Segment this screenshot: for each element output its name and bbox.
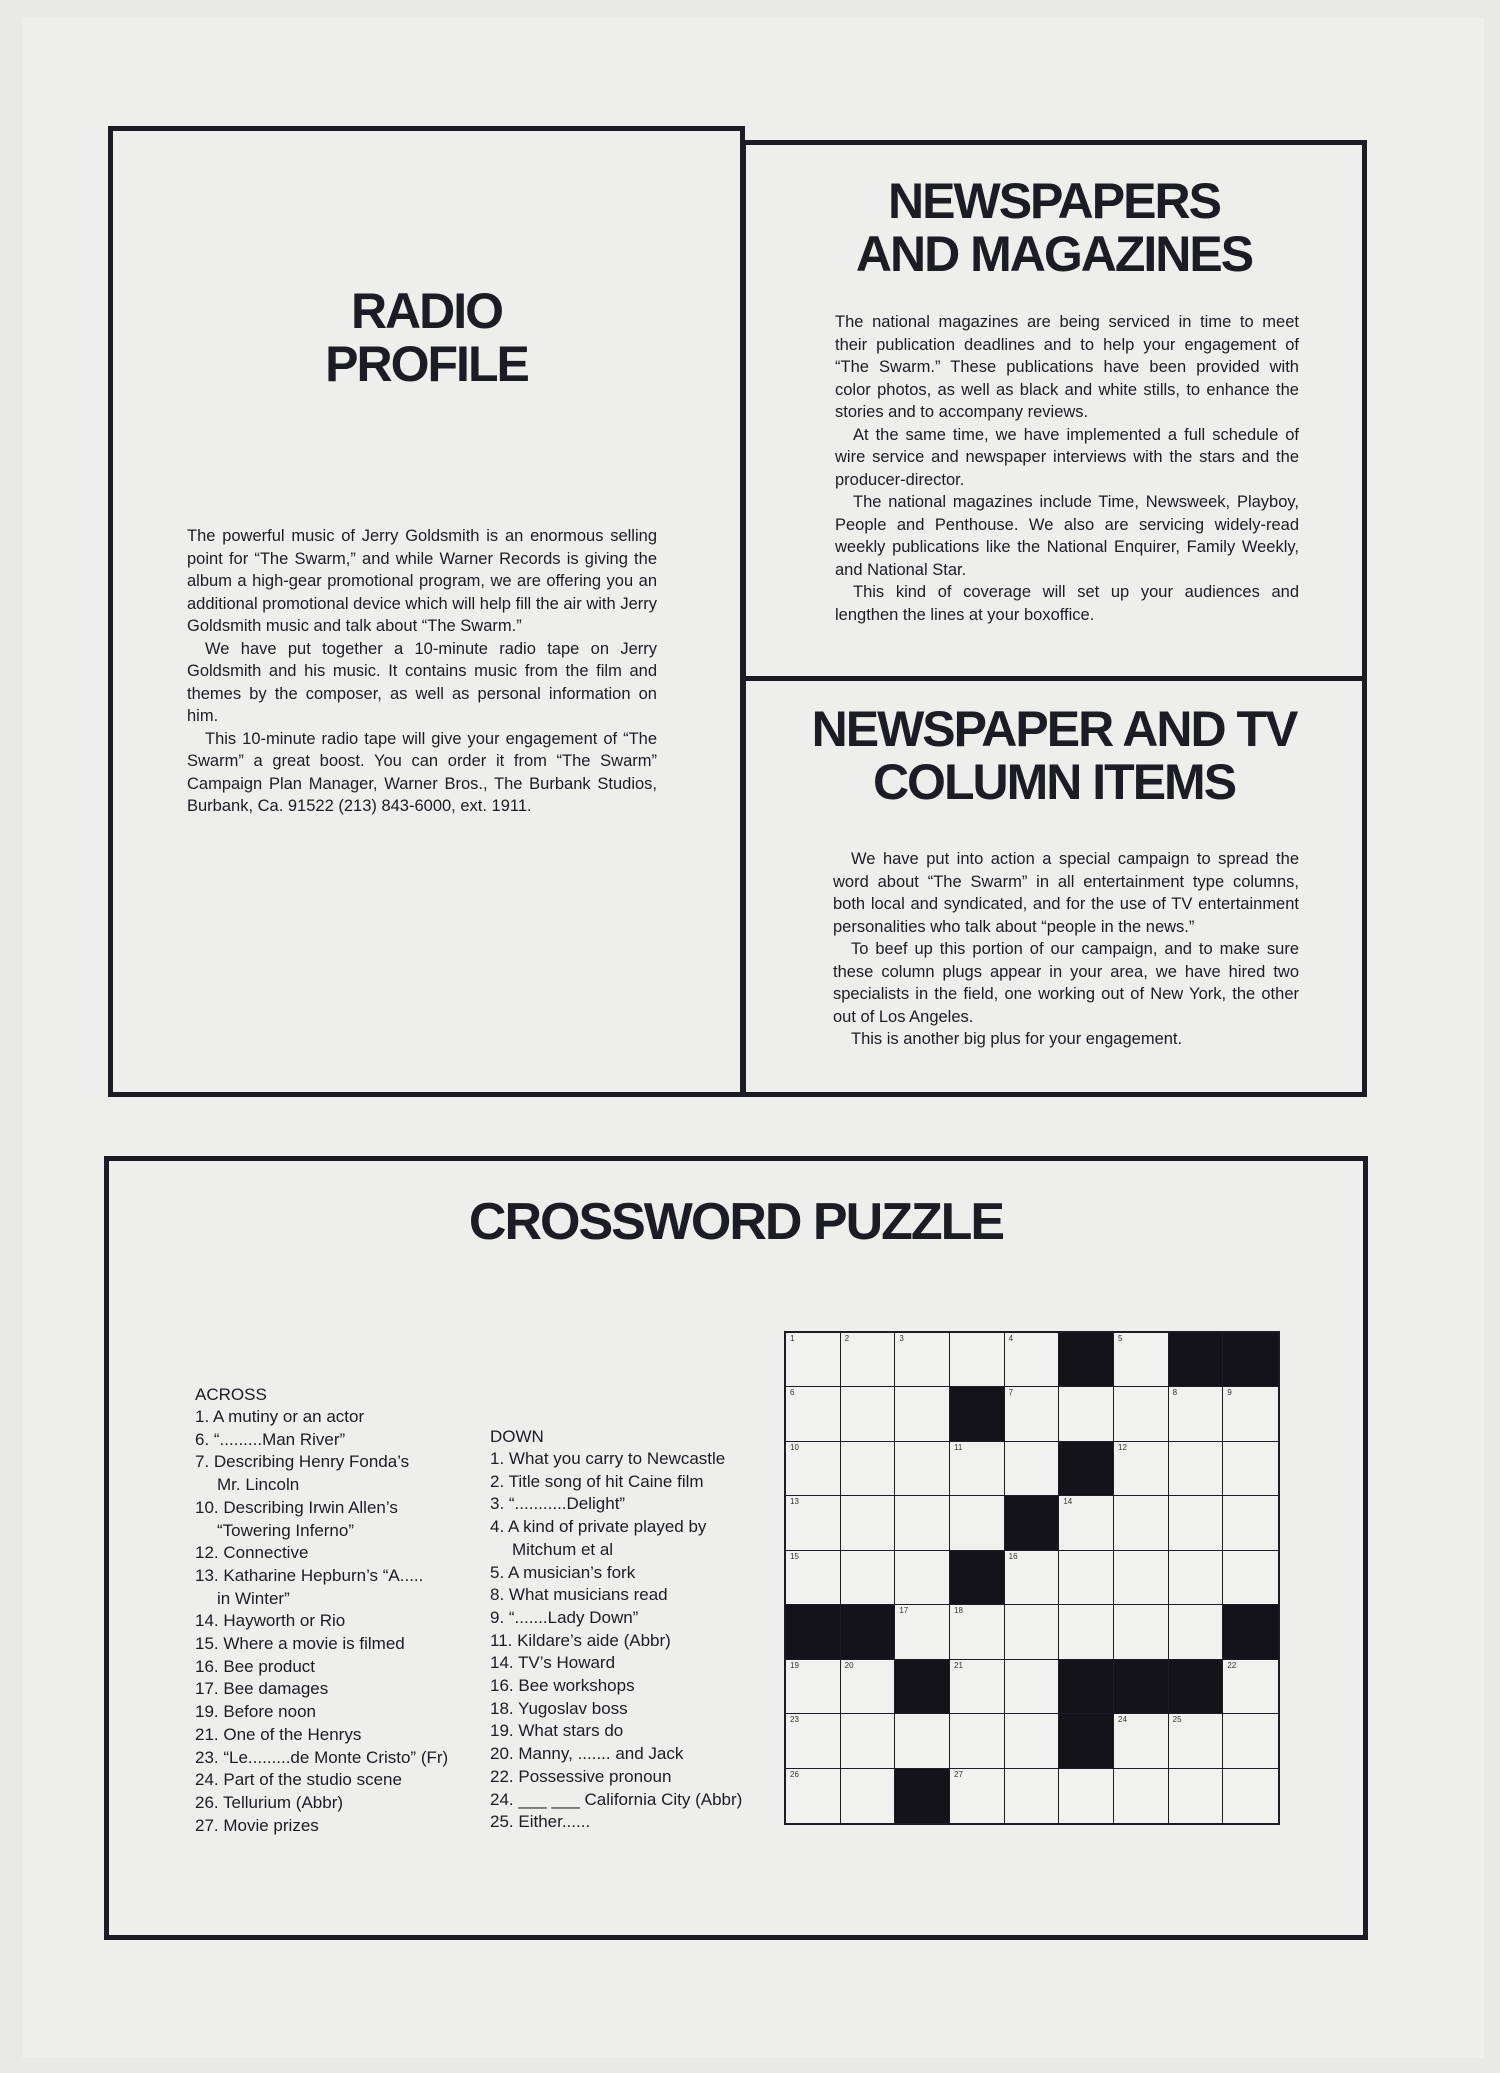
radio-profile-heading: [113, 285, 740, 390]
grid-cell[interactable]: [1005, 1714, 1060, 1768]
clue-item: 5. A musician’s fork: [490, 1562, 636, 1582]
clue-item: Mr. Lincoln: [217, 1475, 300, 1495]
crossword-grid: [784, 1331, 1280, 1825]
grid-cell-black: [895, 1660, 950, 1714]
cell-number: 5: [1118, 1334, 1123, 1343]
grid-cell-black: [1114, 1660, 1169, 1714]
clue-item: 10. Describing Irwin Allen’s: [195, 1497, 398, 1517]
down-heading: DOWN: [490, 1427, 544, 1446]
newspapers-heading: [746, 175, 1362, 280]
paragraph: This 10-minute radio tape will give your engagement of “The Swarm” a great boost. You can order it from “The Swarm” Campaign Plan Manager, Warner Bros., The Burbank Studios, Burbank, Ca. 91522 (213) 843-6000, ext. 1911.: [187, 729, 657, 815]
grid-cell-black: [1223, 1605, 1278, 1659]
clue-item: 6. “.........Man River”: [195, 1429, 346, 1449]
grid-cell[interactable]: [786, 1387, 841, 1441]
grid-cell-black: [1169, 1660, 1224, 1714]
grid-cell-black: [1059, 1333, 1114, 1387]
clue-item: 26. Tellurium (Abbr): [195, 1792, 344, 1812]
grid-cell[interactable]: [1005, 1387, 1060, 1441]
cell-number: 26: [790, 1769, 799, 1779]
grid-cell[interactable]: [1059, 1605, 1114, 1659]
grid-cell[interactable]: [1169, 1769, 1224, 1823]
clue-item: 3. “...........Delight”: [490, 1494, 626, 1514]
cell-number: 6: [790, 1388, 795, 1398]
paragraph: We have put into action a special campaign to spread the word about “The Swarm” in all entertainment type columns, both local and syndicated, and for the use of TV entertainment personalities who talk about “people in the news.”: [833, 850, 1299, 936]
grid-cell[interactable]: [1169, 1496, 1224, 1550]
clue-item: 19. Before noon: [195, 1702, 316, 1722]
grid-cell-black: [1059, 1714, 1114, 1768]
grid-cell[interactable]: [841, 1496, 896, 1550]
cell-number: 16: [1008, 1551, 1018, 1561]
paragraph: This is another big plus for your engagement.: [851, 1030, 1183, 1048]
grid-cell[interactable]: [1059, 1387, 1114, 1441]
grid-cell-black: [1223, 1333, 1278, 1387]
paragraph: The national magazines include Time, Newsweek, Playboy, People and Penthouse. We also are servicing widely-read weekly publications like the National Enquirer, Family Weekly, and National Star.: [835, 493, 1299, 579]
clue-item: 27. Movie prizes: [195, 1815, 319, 1835]
clue-item: 11. Kildare’s aide (Abbr): [490, 1630, 671, 1650]
grid-cell[interactable]: [1005, 1442, 1060, 1496]
grid-cell[interactable]: [950, 1605, 1005, 1659]
cell-number: 24: [1118, 1715, 1127, 1725]
grid-cell[interactable]: [1169, 1551, 1224, 1605]
grid-cell[interactable]: [1005, 1660, 1060, 1714]
clue-item: 16. Bee workshops: [490, 1676, 635, 1696]
grid-cell[interactable]: [841, 1442, 896, 1496]
crossword-title: CROSSWORD PUZZLE: [468, 1193, 1004, 1251]
grid-cell-black: [1005, 1496, 1060, 1550]
cell-number: 25: [1172, 1715, 1182, 1725]
column-items-heading: [746, 703, 1362, 808]
clue-item: 14. Hayworth or Rio: [195, 1611, 346, 1631]
grid-cell[interactable]: [1005, 1333, 1060, 1387]
grid-cell[interactable]: [1005, 1605, 1060, 1659]
radio-title-line1: RADIO: [350, 283, 503, 339]
clue-item: 1. What you carry to Newcastle: [490, 1449, 726, 1468]
across-heading: ACROSS: [195, 1385, 267, 1404]
grid-cell[interactable]: [1223, 1769, 1278, 1823]
newspapers-title-line2: AND MAGAZINES: [855, 225, 1253, 282]
grid-cell[interactable]: [950, 1660, 1005, 1714]
grid-cell[interactable]: [1114, 1714, 1169, 1768]
grid-cell[interactable]: [950, 1769, 1005, 1823]
cell-number: 1: [790, 1334, 795, 1343]
cell-number: 9: [1227, 1388, 1232, 1398]
grid-cell[interactable]: [786, 1551, 841, 1605]
grid-cell[interactable]: [1114, 1769, 1169, 1823]
clue-item: in Winter”: [217, 1588, 290, 1608]
grid-cell[interactable]: [841, 1333, 896, 1387]
grid-cell[interactable]: [895, 1496, 950, 1550]
clue-item: 24. ___ ___ California City (Abbr): [490, 1789, 743, 1809]
grid-cell[interactable]: [786, 1714, 841, 1768]
clue-item: 2. Title song of hit Caine film: [490, 1471, 704, 1491]
grid-cell[interactable]: [1223, 1660, 1278, 1714]
paragraph: At the same time, we have implemented a full schedule of wire service and newspaper interviews with the stars and the producer-director.: [835, 425, 1299, 489]
newspapers-body: [835, 311, 1299, 626]
grid-cell[interactable]: [1223, 1387, 1278, 1441]
grid-cell-black: [1169, 1333, 1224, 1387]
grid-cell-black: [1059, 1660, 1114, 1714]
grid-cell[interactable]: [1223, 1442, 1278, 1496]
column-items-panel: [741, 676, 1367, 1097]
grid-cell[interactable]: [1223, 1714, 1278, 1768]
clue-item: 12. Connective: [195, 1543, 309, 1563]
down-list: [490, 1448, 780, 1834]
crossword-panel: [104, 1156, 1368, 1940]
cell-number: 11: [954, 1442, 963, 1452]
clue-item: 7. Describing Henry Fonda’s: [195, 1452, 410, 1472]
grid-cell[interactable]: [841, 1660, 896, 1714]
column-title-line2: COLUMN ITEMS: [872, 753, 1236, 810]
cell-number: 22: [1227, 1660, 1237, 1670]
clue-item: 1. A mutiny or an actor: [195, 1407, 365, 1426]
clue-item: 20. Manny, ....... and Jack: [490, 1744, 684, 1764]
grid-cell[interactable]: [786, 1496, 841, 1550]
grid-cell[interactable]: [1114, 1605, 1169, 1659]
across-clues: [195, 1383, 495, 1837]
grid-cell[interactable]: [841, 1714, 896, 1768]
newspapers-magazines-panel: [741, 140, 1367, 681]
grid-cell[interactable]: [1114, 1496, 1169, 1550]
clue-item: 18. Yugoslav boss: [490, 1698, 628, 1718]
cell-number: 14: [1063, 1497, 1073, 1507]
radio-profile-body: [187, 525, 657, 818]
grid-cell[interactable]: [1059, 1496, 1114, 1550]
cell-number: 4: [1008, 1334, 1014, 1343]
grid-cell[interactable]: [1114, 1551, 1169, 1605]
grid-cell[interactable]: [1169, 1442, 1224, 1496]
clue-item: Mitchum et al: [512, 1539, 614, 1559]
cell-number: 13: [790, 1497, 799, 1507]
grid-cell[interactable]: [895, 1442, 950, 1496]
paragraph: To beef up this portion of our campaign, and to make sure these column plugs appear in your area, we have hired two specialists in the field, one working out of New York, the other out of Los Angeles.: [833, 940, 1299, 1026]
clue-item: 8. What musicians read: [490, 1585, 668, 1605]
column-title-line1: NEWSPAPER AND TV: [811, 701, 1297, 757]
clue-item: 25. Either......: [490, 1812, 591, 1832]
grid-cell[interactable]: [950, 1442, 1005, 1496]
clue-item: 22. Possessive pronoun: [490, 1766, 672, 1786]
grid-cell[interactable]: [1169, 1605, 1224, 1659]
grid-cell[interactable]: [786, 1769, 841, 1823]
cell-number: 23: [790, 1715, 799, 1725]
cell-number: 3: [899, 1334, 904, 1343]
cell-number: 10: [790, 1442, 799, 1452]
grid-cell-black: [1059, 1442, 1114, 1496]
cell-number: 2: [844, 1334, 850, 1343]
clue-item: 14. TV’s Howard: [490, 1653, 616, 1673]
clue-item: “Towering Inferno”: [217, 1520, 355, 1540]
grid-cell[interactable]: [1005, 1769, 1060, 1823]
radio-profile-panel: [108, 126, 745, 1097]
grid-cell[interactable]: [1005, 1551, 1060, 1605]
grid-cell[interactable]: [950, 1496, 1005, 1550]
grid-cell[interactable]: [895, 1387, 950, 1441]
clue-item: 21. One of the Henrys: [195, 1724, 362, 1744]
grid-cell[interactable]: [950, 1714, 1005, 1768]
across-list: [195, 1406, 495, 1837]
grid-cell[interactable]: [841, 1769, 896, 1823]
clue-item: 9. “.......Lady Down”: [490, 1607, 639, 1627]
down-clues: [490, 1425, 780, 1834]
cell-number: 21: [954, 1660, 963, 1670]
clue-item: 16. Bee product: [195, 1656, 316, 1676]
grid-cell[interactable]: [895, 1551, 950, 1605]
grid-cell[interactable]: [895, 1333, 950, 1387]
grid-cell[interactable]: [895, 1714, 950, 1768]
cell-number: 8: [1172, 1388, 1178, 1398]
grid-cell[interactable]: [786, 1660, 841, 1714]
paragraph: The national magazines are being serviced in time to meet their publication deadlines and to help your engagement of “The Swarm.” These publications have been provided with color photos, as well as black and white stills, to enhance the stories and to accompany reviews.: [835, 313, 1299, 421]
grid-cell[interactable]: [1059, 1769, 1114, 1823]
clue-item: 24. Part of the studio scene: [195, 1770, 402, 1790]
cell-number: 7: [1008, 1388, 1014, 1398]
cell-number: 12: [1118, 1442, 1127, 1452]
grid-cell[interactable]: [786, 1442, 841, 1496]
grid-cell[interactable]: [841, 1387, 896, 1441]
grid-cell-black: [950, 1551, 1005, 1605]
grid-cell[interactable]: [1114, 1442, 1169, 1496]
paragraph: This kind of coverage will set up your audiences and lengthen the lines at your boxoffice.: [835, 583, 1299, 624]
grid-cell[interactable]: [895, 1605, 950, 1659]
grid-cell-black: [895, 1769, 950, 1823]
grid-cell[interactable]: [1114, 1333, 1169, 1387]
radio-title-line2: PROFILE: [325, 335, 528, 392]
grid-cell-black: [841, 1605, 896, 1659]
grid-cell[interactable]: [1169, 1714, 1224, 1768]
clue-item: 19. What stars do: [490, 1721, 624, 1741]
cell-number: 15: [790, 1551, 799, 1561]
paragraph: The powerful music of Jerry Goldsmith is an enormous selling point for “The Swarm,” and while Warner Records is giving the album a high-gear promotional program, we are offering you an additional promotional device which will help fill the air with Jerry Goldsmith music and talk about “The Swarm.”: [187, 527, 657, 635]
grid-cell[interactable]: [1223, 1551, 1278, 1605]
clue-item: 23. “Le.........de Monte Cristo” (Fr): [195, 1747, 449, 1767]
cell-number: 17: [899, 1606, 909, 1616]
newspapers-title-line1: NEWSPAPERS: [888, 173, 1220, 229]
grid-cell[interactable]: [841, 1551, 896, 1605]
cell-number: 27: [954, 1769, 963, 1779]
clue-item: 15. Where a movie is filmed: [195, 1634, 405, 1654]
paragraph: We have put together a 10-minute radio tape on Jerry Goldsmith and his music. It contains music from the film and themes by the composer, as well as personal information on him.: [187, 639, 657, 725]
clue-item: 17. Bee damages: [195, 1679, 329, 1699]
clue-item: 13. Katharine Hepburn’s “A.....: [195, 1565, 424, 1585]
cell-number: 18: [954, 1606, 963, 1616]
cell-number: 19: [790, 1660, 799, 1670]
clue-item: 4. A kind of private played by: [490, 1517, 707, 1537]
grid-cell[interactable]: [1223, 1496, 1278, 1550]
grid-cell[interactable]: [1114, 1387, 1169, 1441]
column-items-body: [833, 848, 1299, 1051]
cell-number: 20: [844, 1660, 854, 1670]
grid-cell[interactable]: [786, 1333, 841, 1387]
grid-cell[interactable]: [1169, 1387, 1224, 1441]
grid-cell-black: [950, 1387, 1005, 1441]
grid-cell-black: [786, 1605, 841, 1659]
grid-cell[interactable]: [1059, 1551, 1114, 1605]
grid-cell[interactable]: [950, 1333, 1005, 1387]
